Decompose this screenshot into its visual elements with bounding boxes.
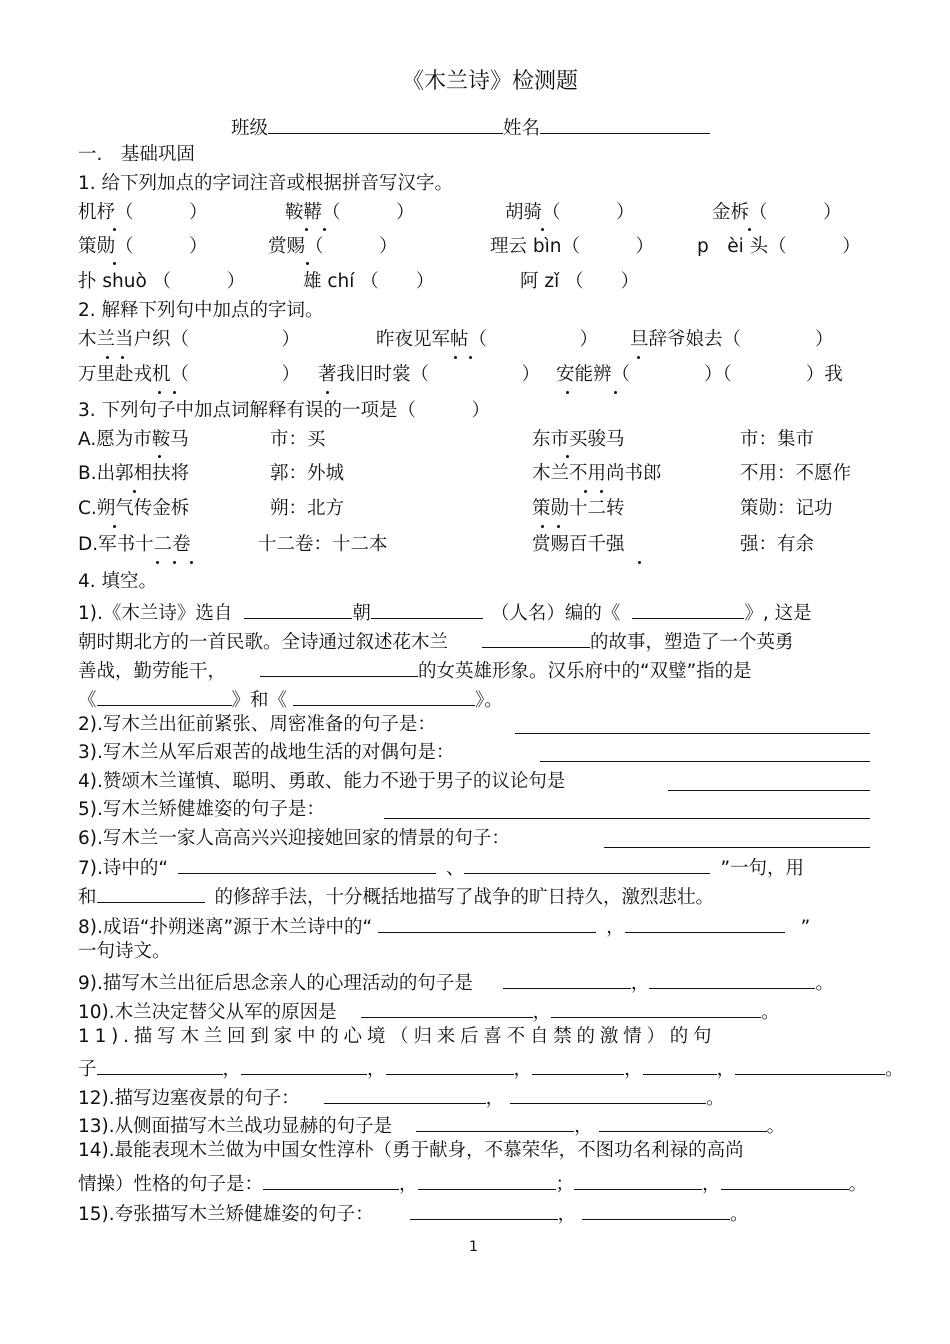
emphasis-dot: [326, 391, 329, 394]
blank[interactable]: [632, 598, 744, 619]
q1-stem: 1. 给下列加点的字词注音或根据拼音写汉字。: [78, 173, 454, 194]
blank[interactable]: [582, 1199, 730, 1220]
sep: ，: [399, 1174, 418, 1195]
emphasis-dot: [133, 490, 136, 493]
q1-item: 理云 bìn（ ）: [490, 236, 654, 257]
q4-7-line1: [78, 853, 804, 881]
q3-stem: 3. 下列句子中加点词解释有误的一项是（ ）: [78, 400, 491, 421]
blank[interactable]: [384, 798, 870, 819]
blank[interactable]: [416, 1111, 574, 1132]
q4-stem: 4. 填空。: [78, 571, 158, 592]
blank[interactable]: [97, 685, 232, 706]
blank[interactable]: [263, 1169, 399, 1190]
q2-stem: 2. 解释下列句中加点的字词。: [78, 300, 324, 321]
q3-option: 郭：外城: [270, 463, 345, 484]
blank[interactable]: [97, 882, 205, 903]
q4-1-text: 》。: [475, 690, 503, 711]
q4-2: 2).写木兰出征前紧张、周密准备的句子是：: [78, 714, 436, 735]
emphasis-dot: [566, 391, 569, 394]
emphasis-dot: [305, 228, 308, 231]
q4-1-line1: [78, 598, 812, 626]
q4-13-text: 。: [766, 1116, 786, 1137]
q3-option: A.愿为市鞍马: [78, 429, 189, 450]
q4-1-text: （人名）编的《: [490, 603, 621, 624]
q4-1-text: 善战，勤劳能干，: [78, 661, 227, 682]
sep: 。: [848, 1174, 868, 1195]
emphasis-dot: [156, 561, 159, 564]
emphasis-dot: [566, 455, 569, 458]
q2-item: 旦辞爷娘去（ ）: [630, 329, 834, 350]
blank[interactable]: [599, 1111, 767, 1132]
q4-1-text: 的女英雄形象。汉乐府中的“双璧”指的是: [418, 661, 752, 682]
emphasis-dot: [173, 391, 176, 394]
blank[interactable]: [510, 1083, 706, 1104]
q4-13: [78, 1111, 785, 1139]
q4-1-line2: [78, 627, 794, 655]
section-heading: 一. 基础巩固: [78, 144, 195, 165]
q4-3: 3).写木兰从军后艰苦的战地生活的对偶句是：: [78, 742, 455, 763]
emphasis-dot: [600, 490, 603, 493]
q1-item: 赏赐（ ）: [268, 236, 398, 257]
sep: ，: [222, 1059, 242, 1080]
blank[interactable]: [735, 1054, 885, 1075]
blank[interactable]: [178, 853, 436, 874]
emphasis-dot: [121, 356, 124, 359]
q3-option: C.朔气传金柝: [78, 498, 190, 519]
sep: ，: [702, 1174, 721, 1195]
q4-9-text: 。: [815, 973, 834, 994]
blank[interactable]: [97, 1054, 223, 1075]
q4-13-text: ，: [574, 1116, 593, 1137]
sep: ；: [555, 1174, 575, 1195]
q4-1-text: 朝: [352, 603, 371, 624]
q4-7-text: 、: [445, 858, 465, 879]
q2-item: 著我旧时裳（ ）: [318, 364, 541, 385]
page-title: 《木兰诗》检测题: [402, 69, 579, 94]
q4-1-text: 朝时期北方的一首民歌。全诗通过叙述花木兰: [78, 632, 449, 653]
emphasis-dot: [113, 525, 116, 528]
q4-8-text: ”: [800, 917, 811, 938]
blank[interactable]: [371, 598, 483, 619]
q3-option: 策勋十二转: [532, 498, 625, 519]
q2-item: 万里赴戎机（ ）: [78, 364, 301, 385]
blank[interactable]: [361, 997, 533, 1018]
q3-option: D.军书十二卷: [78, 534, 191, 555]
emphasis-dot: [469, 356, 472, 359]
q2-item: 昨夜见军帖（ ）: [376, 329, 599, 350]
q3-option: 东市买骏马: [532, 429, 625, 450]
q1-item: 阿 zǐ （ ）: [520, 271, 640, 292]
class-blank[interactable]: [268, 113, 503, 134]
q4-12: [78, 1083, 725, 1111]
q4-10: [78, 997, 780, 1025]
emphasis-dot: [158, 391, 161, 394]
q4-7-line2: [78, 882, 714, 910]
page-number: 1: [469, 1239, 478, 1255]
blank[interactable]: [260, 656, 418, 677]
q1-item: 扑 shuò （ ）: [78, 271, 246, 292]
q3-option: 不用：不愿作: [740, 463, 852, 484]
emphasis-dot: [541, 228, 544, 231]
blank[interactable]: [410, 1199, 558, 1220]
emphasis-dot: [190, 561, 193, 564]
sep: ，: [513, 1059, 533, 1080]
q1-item: 胡骑（ ）: [505, 202, 635, 223]
q4-7-text: 和: [78, 887, 97, 908]
emphasis-dot: [614, 391, 617, 394]
q4-8-text: ，: [606, 917, 625, 938]
blank[interactable]: [241, 1054, 367, 1075]
q4-1-line3: [78, 656, 752, 684]
blank[interactable]: [721, 1169, 849, 1190]
emphasis-dot: [158, 455, 161, 458]
name-blank[interactable]: [540, 113, 710, 134]
emphasis-dot: [637, 356, 640, 359]
q3-option: 市：买: [270, 429, 326, 450]
q3-option: 赏赐百千强: [532, 534, 625, 555]
q4-9: [78, 968, 834, 996]
class-name-row: [231, 113, 710, 141]
emphasis-dot: [541, 525, 544, 528]
emphasis-dot: [113, 228, 116, 231]
q2-item: 木兰当户织（ ）: [78, 329, 301, 350]
q4-11-text: 子: [78, 1059, 97, 1080]
emphasis-dot: [584, 490, 587, 493]
blank[interactable]: [464, 853, 710, 874]
name-label: 姓名: [503, 118, 541, 139]
emphasis-dot: [106, 356, 109, 359]
blank[interactable]: [551, 997, 761, 1018]
sep: 。: [885, 1059, 904, 1080]
q2-item: 安能辨（ ）（ ）我: [556, 364, 843, 385]
q4-4: 4).赞颂木兰谨慎、聪明、勇敢、能力不逊于男子的议论句是: [78, 771, 566, 792]
q4-10-text: 10).木兰决定替父从军的原因是: [78, 1002, 337, 1023]
q4-13-text: 13).从侧面描写木兰战功显赫的句子是: [78, 1116, 393, 1137]
class-label: 班级: [231, 118, 269, 139]
blank[interactable]: [293, 685, 475, 706]
q4-8-line2: 一句诗文。: [78, 941, 171, 962]
blank[interactable]: [668, 770, 870, 791]
sep: ，: [716, 1059, 736, 1080]
q4-8-text: 8).成语“扑朔迷离”源于木兰诗中的“: [78, 917, 373, 938]
emphasis-dot: [748, 228, 751, 231]
q4-1-line4: [78, 685, 503, 713]
blank[interactable]: [503, 968, 631, 989]
q4-7-text: 7).诗中的“: [78, 858, 168, 879]
emphasis-dot: [454, 356, 457, 359]
q4-1-text: 《: [78, 690, 97, 711]
emphasis-dot: [306, 262, 309, 265]
q4-11-line2: [78, 1054, 904, 1082]
q3-option: 十二卷：十二本: [258, 534, 388, 555]
q4-7-text: ”一句，用: [720, 858, 805, 879]
blank[interactable]: [418, 1169, 556, 1190]
q4-14-line1: 14).最能表现木兰做为中国女性淳朴（勇于献身，不慕荣华，不图功名利禄的高尚: [78, 1140, 744, 1161]
q4-14-text: 情操）性格的句子是：: [78, 1174, 264, 1195]
q4-1-text: 1).《木兰诗》选自: [78, 603, 233, 624]
q3-option: 强：有余: [740, 534, 815, 555]
sep: ，: [624, 1059, 643, 1080]
q3-option: B.出郭相扶将: [78, 463, 190, 484]
q4-1-text: 》和《: [231, 690, 288, 711]
sep: ，: [367, 1059, 386, 1080]
blank[interactable]: [643, 1054, 717, 1075]
blank[interactable]: [244, 598, 352, 619]
q1-item: 雄 chí （ ）: [303, 271, 435, 292]
q4-15: [78, 1199, 749, 1227]
emphasis-dot: [173, 561, 176, 564]
q4-9-text: 9).描写木兰出征后思念亲人的心理活动的句子是: [78, 973, 473, 994]
q4-12-text: 。: [706, 1088, 725, 1109]
q1-item: 鞍鞯（ ）: [285, 202, 415, 223]
q4-1-text: 的故事，塑造了一个英勇: [590, 632, 794, 653]
q3-option: 策勋：记功: [740, 498, 833, 519]
q4-1-text: 》, 这是: [744, 603, 812, 624]
emphasis-dot: [323, 228, 326, 231]
q4-6: 6).写木兰一家人高高兴兴迎接她回家的情景的句子：: [78, 828, 510, 849]
q4-15-text: ，: [557, 1204, 577, 1225]
blank[interactable]: [378, 912, 596, 933]
blank[interactable]: [649, 968, 815, 989]
q4-12-text: 12).描写边塞夜景的句子：: [78, 1088, 300, 1109]
blank[interactable]: [532, 1054, 624, 1075]
q4-9-text: ，: [630, 973, 650, 994]
q3-option: 木兰不用尚书郎: [532, 463, 662, 484]
q4-7-text: 的修辞手法，十分概括地描写了战争的旷日持久，激烈悲壮。: [214, 887, 715, 908]
q1-item: p èi 头（ ）: [697, 236, 861, 257]
q4-11-line1: 11).描写木兰回到家中的心境（归来后喜不自禁的激情）的句: [78, 1026, 717, 1047]
emphasis-dot: [113, 262, 116, 265]
q4-15-text: 。: [730, 1204, 749, 1225]
q4-8-line1: [78, 912, 810, 940]
blank[interactable]: [515, 713, 870, 734]
q1-item: 机杼（ ）: [78, 202, 208, 223]
blank[interactable]: [386, 1054, 514, 1075]
emphasis-dot: [557, 525, 560, 528]
q4-10-text: 。: [761, 1002, 780, 1023]
blank[interactable]: [482, 627, 590, 648]
blank[interactable]: [625, 912, 785, 933]
blank[interactable]: [604, 827, 870, 848]
q4-5: 5).写木兰矫健雄姿的句子是：: [78, 799, 325, 820]
blank[interactable]: [540, 741, 870, 762]
blank[interactable]: [324, 1083, 486, 1104]
blank[interactable]: [574, 1169, 702, 1190]
emphasis-dot: [638, 561, 641, 564]
q1-item: 策勋（ ）: [78, 236, 208, 257]
q1-item: 金柝（ ）: [712, 202, 842, 223]
q3-option: 市：集市: [740, 429, 815, 450]
q4-12-text: ，: [485, 1088, 505, 1109]
q4-14-line2: [78, 1169, 867, 1197]
q4-15-text: 15).夸张描写木兰矫健雄姿的句子：: [78, 1204, 374, 1225]
q3-option: 朔：北方: [270, 498, 345, 519]
q4-10-text: ，: [532, 1002, 552, 1023]
